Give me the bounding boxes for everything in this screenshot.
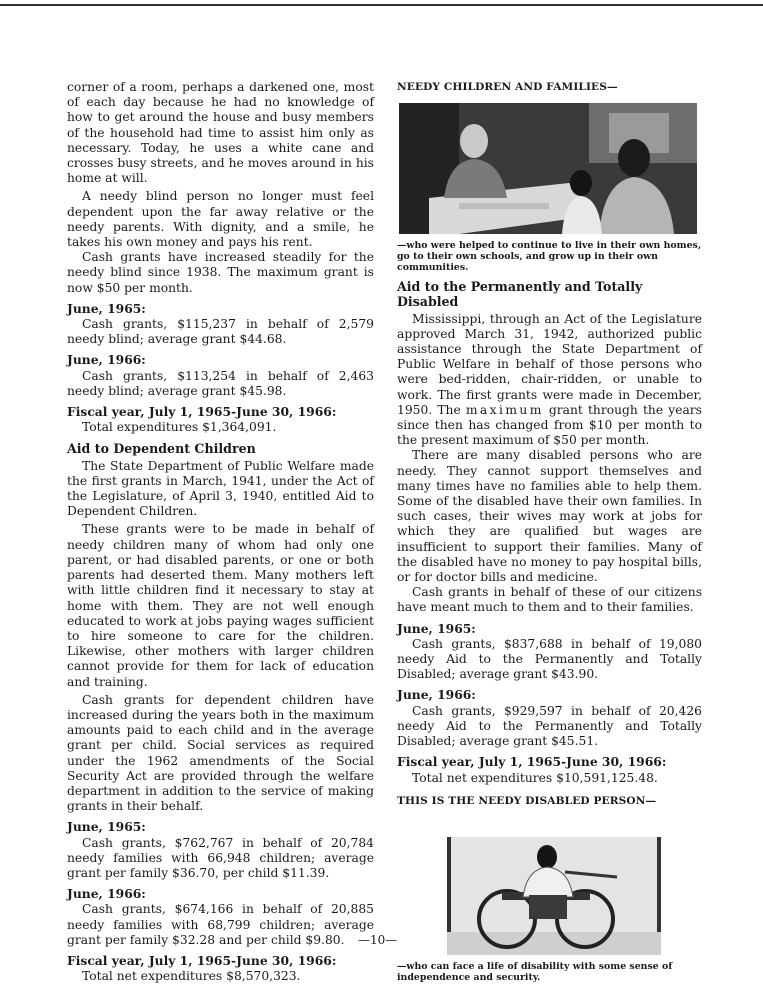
aptd-fiscal-year-text: Total net expenditures $10,591,125.48. [412, 770, 658, 785]
page-top-rule [0, 4, 763, 6]
blind-paragraph-2: A needy blind person no longer must feel dependent upon the far away relative or the needy parents. With dignity, and a smile, he takes his own money and pays his rent. [67, 189, 374, 250]
blind-fiscal-year-text: Total expenditures $1,364,091. [82, 420, 277, 435]
adc-june-1965-heading: June, 1965: [67, 819, 146, 835]
aptd-june-1966-heading: June, 1966: [397, 687, 476, 703]
adc-june-1966-heading: June, 1966: [67, 886, 146, 902]
adc-paragraph-1: The State Department of Public Welfare made the first grants in March, 1941, under the Act of the Legislature, of April 3, 1940, entitled Aid to Dependent Children. [67, 458, 374, 519]
aptd-paragraph-1-start: Mississippi, through an Act of the Legislature approved March 31, 1942, authorized public assistance through the State Department of Public Welfare in behalf of those persons who were bed-ridden, chair-ridden, or unable to work. The first grants were made in December, 1950. The [397, 311, 702, 417]
right-column [397, 80, 702, 983]
needy-children-heading: NEEDY CHILDREN AND FAMILIES— [397, 81, 618, 93]
adc-heading: Aid to Dependent Children [67, 441, 256, 457]
photo-needy-children-image [399, 103, 697, 234]
photo-disabled-person-caption: —who can face a life of disability with some sense of independence and security. [397, 960, 673, 983]
photo-needy-children [399, 103, 697, 234]
adc-june-1965-text: Cash grants, $762,767 in behalf of 20,784 needy families with 66,948 children; average grant per family $36.70, per child $11.39. [67, 835, 374, 880]
photo-needy-children-caption: —who were helped to continue to live in their own homes, go to their own schools, and grow up in their own communities. [397, 240, 702, 274]
blind-june-1966-text: Cash grants, $113,254 in behalf of 2,463 needy blind; average grant $45.98. [67, 368, 374, 398]
adc-fiscal-year-heading: Fiscal year, July 1, 1965-June 30, 1966: [67, 952, 337, 968]
aptd-paragraph-2: There are many disabled persons who are needy. They cannot support themselves and many times have no families able to help them. Some of the disabled have their own families. In such cases, their wives may work at jobs for which they are qualified but wages are insufficient to support their families. Many of the disabled have no money to pay hospital bills, or for doctor bills and medicine. [397, 448, 702, 585]
aptd-june-1966-text: Cash grants, $929,597 in behalf of 20,426 needy Aid to the Permanently and Totally Disabled; average grant $45.51. [397, 703, 702, 749]
aptd-paragraph-3: Cash grants in behalf of these of our citizens have meant much to them and to their families. [397, 585, 702, 615]
aptd-heading: Aid to the Permanently and Totally Disabled [397, 279, 643, 310]
adc-paragraph-3: Cash grants for dependent children have increased during the years both in the maximum amounts paid to each child and in the average grant per child. Social services as required under the 1962 amendments of the Social Security Act are provided through the welfare department in addition to the service of making grants in their behalf. [67, 692, 374, 814]
photo-disabled-person [447, 837, 661, 955]
photo-disabled-person-image [447, 837, 661, 955]
blind-paragraph-3: Cash grants have increased steadily for the needy blind since 1938. The maximum grant is now $50 per month. [67, 250, 374, 295]
adc-fiscal-year-text: Total net expenditures $8,570,323. [82, 969, 301, 984]
aptd-june-1965-text: Cash grants, $837,688 in behalf of 19,080 needy Aid to the Permanently and Totally Disabled; average grant $43.90. [397, 636, 702, 682]
adc-paragraph-2: These grants were to be made in behalf of needy children many of whom had only one parent, or had disabled parents, or one or both parents had deserted them. Many mothers left with little children find it necessary to stay at home with them. They are not well enough educated to work at jobs paying wages sufficient to hire someone to care for the children. Likewise, other mothers with larger children cannot provide for them for lack of education and training. [67, 522, 374, 689]
aptd-paragraph-1-spaced-word: maximum [465, 402, 544, 417]
adc-june-1966-text: Cash grants, $674,166 in behalf of 20,885 needy families with 68,799 children; average grant per family $32.28 and per child $9.80. [67, 902, 374, 947]
blind-fiscal-year-heading: Fiscal year, July 1, 1965-June 30, 1966: [67, 404, 337, 420]
aptd-paragraph-1-end: grant through the years since then has changed from $10 per month to the present maximum of $50 per month. [397, 402, 702, 448]
blind-june-1965-text: Cash grants, $115,237 in behalf of 2,579 needy blind; average grant $44.68. [67, 317, 374, 347]
blind-june-1965-heading: June, 1965: [67, 300, 146, 316]
blind-paragraph-1: corner of a room, perhaps a darkened one, most of each day because he had no knowledge of how to get around the house and busy members of the household had time to assist him only as necessary. Today, he uses a white cane and crosses busy streets, and he moves around in his home at will. [67, 80, 374, 186]
needy-disabled-heading: THIS IS THE NEEDY DISABLED PERSON— [397, 794, 657, 807]
aptd-fiscal-year-heading: Fiscal year, July 1, 1965-June 30, 1966: [397, 754, 667, 770]
page-number: —10— [358, 933, 398, 947]
blind-june-1966-heading: June, 1966: [67, 352, 146, 368]
left-column [67, 80, 374, 984]
aptd-paragraph-1 [397, 312, 702, 449]
aptd-june-1965-heading: June, 1965: [397, 620, 476, 636]
